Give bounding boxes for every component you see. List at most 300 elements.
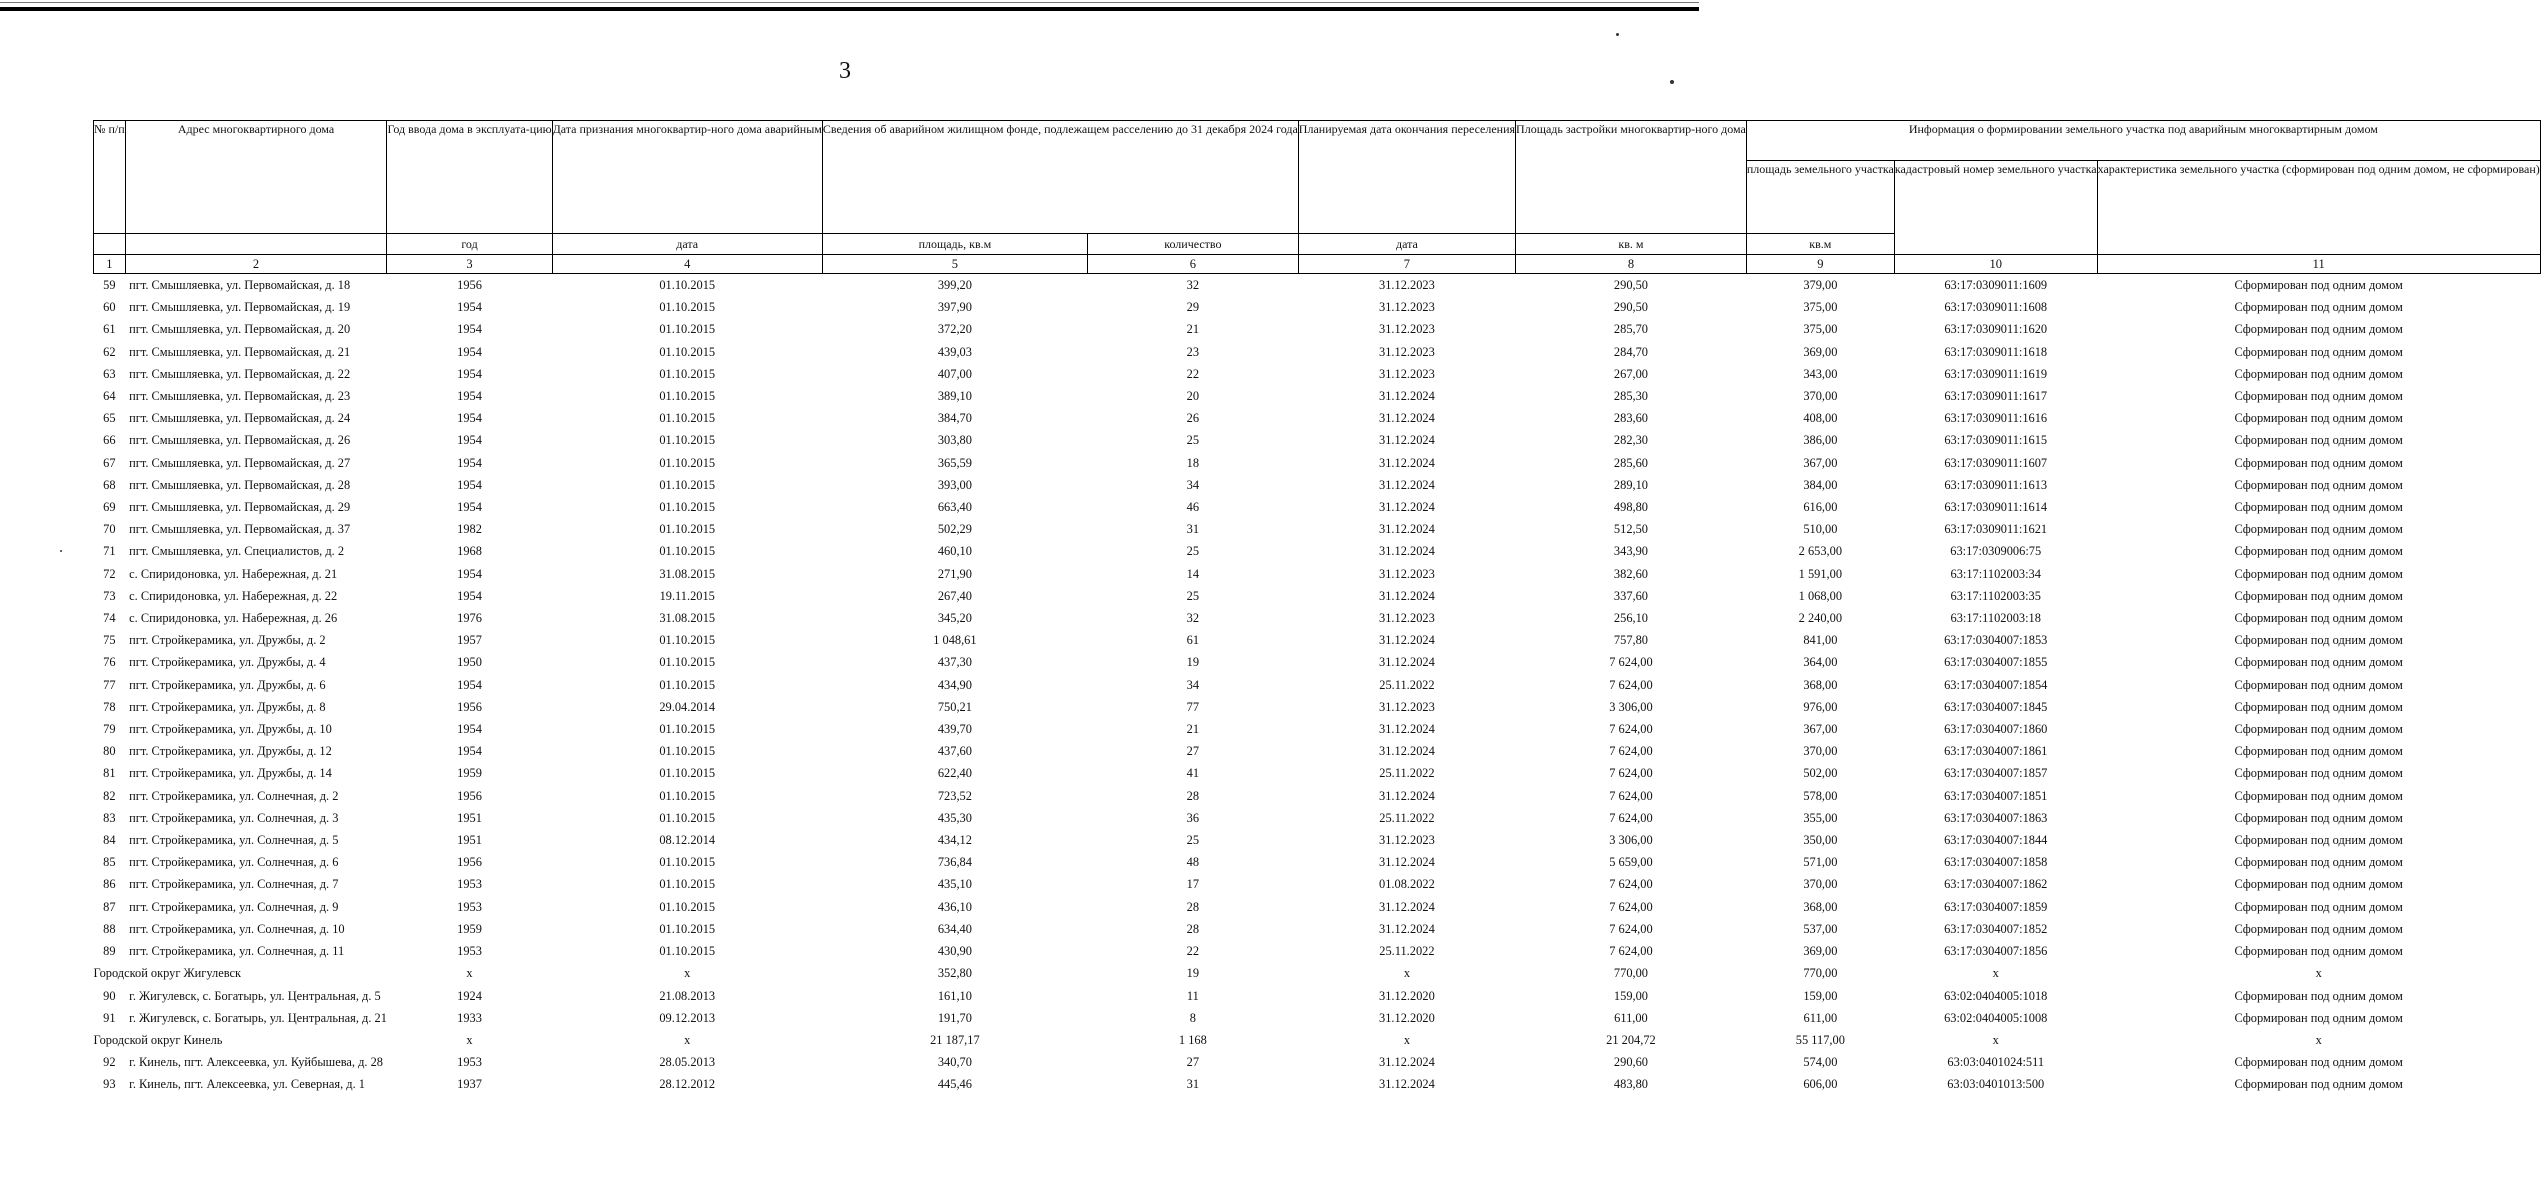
cell-build: 283,60 (1613, 411, 1648, 426)
cell-build: 7 624,00 (1609, 944, 1653, 959)
cell-area: 1 048,61 (933, 633, 977, 648)
cell-cad: 63:02:0404005:1018 (1944, 988, 2048, 1003)
cell-land: 2 653,00 (1798, 544, 1843, 559)
cell-end: 31.12.2023 (1379, 300, 1435, 315)
cell-build: 256,10 (1613, 611, 1648, 626)
cell-land: 370,00 (1803, 389, 1838, 404)
cell-date: 01.10.2015 (659, 500, 716, 515)
cell-land: 616,00 (1803, 500, 1838, 515)
row-number: 66 (103, 433, 116, 448)
row-number: 84 (103, 833, 116, 848)
row-number: 59 (103, 278, 116, 292)
cell-char: Сформирован под одним домом (2234, 944, 2403, 959)
cell-land: 841,00 (1803, 633, 1838, 648)
cell-char: Сформирован под одним домом (2234, 522, 2403, 537)
cell-date: 01.10.2015 (659, 766, 716, 781)
cell-land: 369,00 (1803, 944, 1838, 959)
cell-char: Сформирован под одним домом (2234, 877, 2403, 892)
cell-build: 285,30 (1613, 389, 1648, 404)
cell-area: 723,52 (937, 788, 972, 803)
cell-end: 31.12.2020 (1379, 988, 1435, 1003)
cell-char: Сформирован под одним домом (2234, 633, 2403, 648)
cell-date: 01.10.2015 (659, 788, 716, 803)
cell-area: 434,90 (937, 677, 972, 692)
cell-cad: 63:17:0309011:1613 (1944, 477, 2048, 492)
cell-area: 736,84 (937, 855, 972, 870)
cell-char: Сформирован под одним домом (2234, 278, 2403, 292)
cell-qty: 25 (1186, 833, 1200, 848)
cell-land: 355,00 (1803, 810, 1838, 825)
cell-date: 01.10.2015 (659, 389, 716, 404)
row-number: 74 (103, 611, 116, 626)
cell-year: 1954 (457, 411, 482, 426)
row-address: пгт. Смышляевка, ул. Первомайская, д. 21 (129, 344, 351, 359)
cell-date: 31.08.2015 (659, 611, 716, 626)
scan-speck (1670, 80, 1674, 84)
row-address: пгт. Стройкерамика, ул. Солнечная, д. 2 (129, 788, 339, 803)
col-number: 7 (1298, 255, 1515, 274)
cell-qty: 34 (1186, 677, 1200, 692)
cell-area: 271,90 (937, 566, 972, 581)
cell-year: 1957 (457, 633, 482, 648)
cell-year: 1933 (457, 1010, 482, 1025)
cell-year: 1951 (457, 833, 482, 848)
cell-char: Сформирован под одним домом (2234, 344, 2403, 359)
cell-qty: 48 (1186, 855, 1200, 870)
cell-area: 437,60 (937, 744, 972, 759)
row-number: 72 (103, 566, 116, 581)
row-number: 85 (103, 855, 116, 870)
cell-end: 31.12.2024 (1379, 722, 1435, 737)
row-number: 91 (103, 1010, 116, 1025)
cell-build: 290,50 (1613, 300, 1648, 315)
table-row (94, 851, 2541, 873)
cell-end: 31.12.2023 (1379, 366, 1435, 381)
row-number: 80 (103, 744, 116, 759)
cell-cad: 63:17:0309011:1614 (1944, 500, 2048, 515)
cell-date: 01.10.2015 (659, 433, 716, 448)
cell-cad: 63:17:0304007:1845 (1944, 699, 2048, 714)
cell-date: 01.10.2015 (659, 344, 716, 359)
cell-year: 1954 (457, 677, 482, 692)
table-row (94, 385, 2541, 407)
cell-cad: 63:17:0304007:1856 (1944, 944, 2048, 959)
cell-year: 1959 (457, 766, 482, 781)
col-number: 1 (94, 255, 126, 274)
table-row (94, 718, 2541, 740)
cell-qty: 25 (1186, 588, 1200, 603)
cell-qty: 21 (1186, 322, 1200, 337)
cell-end: 31.12.2020 (1379, 1010, 1435, 1025)
cell-end: 31.12.2024 (1379, 921, 1435, 936)
cell-date: 31.08.2015 (659, 566, 716, 581)
cell-cad: 63:17:0309011:1620 (1944, 322, 2048, 337)
row-address: пгт. Смышляевка, ул. Первомайская, д. 28 (129, 477, 351, 492)
row-number: 61 (103, 322, 116, 337)
cell-cad: 63:17:0309011:1615 (1944, 433, 2048, 448)
cell-char: Сформирован под одним домом (2234, 544, 2403, 559)
row-number: 64 (103, 389, 116, 404)
row-address: пгт. Стройкерамика, ул. Солнечная, д. 6 (129, 855, 339, 870)
cell-year: 1924 (457, 988, 482, 1003)
cell-year: 1954 (457, 722, 482, 737)
cell-land: 606,00 (1803, 1077, 1838, 1092)
cell-date: 01.10.2015 (659, 633, 716, 648)
cell-qty: 31 (1186, 522, 1200, 537)
cell-year: 1954 (457, 433, 482, 448)
cell-qty: 22 (1186, 366, 1200, 381)
row-address: пгт. Стройкерамика, ул. Дружбы, д. 14 (129, 766, 332, 781)
cell-land: 611,00 (1803, 1010, 1838, 1025)
cell-area: 407,00 (937, 366, 972, 381)
cell-end: 31.12.2024 (1379, 855, 1435, 870)
cell-end: 31.12.2023 (1379, 278, 1435, 292)
table-row (94, 674, 2541, 696)
cell-land: 343,00 (1803, 366, 1838, 381)
cell-year: x (466, 966, 473, 981)
table-row (94, 607, 2541, 629)
cell-build: 7 624,00 (1609, 677, 1653, 692)
cell-cad: 63:17:0304007:1851 (1944, 788, 2048, 803)
cell-area: 397,90 (937, 300, 972, 315)
cell-char: Сформирован под одним домом (2234, 322, 2403, 337)
cell-end: 31.12.2024 (1379, 633, 1435, 648)
row-address: с. Спиридоновка, ул. Набережная, д. 22 (129, 588, 338, 603)
cell-year: 1956 (457, 278, 482, 292)
table-row (94, 518, 2541, 540)
row-address: пгт. Смышляевка, ул. Первомайская, д. 20 (129, 322, 351, 337)
cell-cad: 63:17:0309011:1617 (1944, 389, 2048, 404)
cell-cad: 63:03:0401013:500 (1947, 1077, 2045, 1092)
cell-char: Сформирован под одним домом (2234, 921, 2403, 936)
row-number: 78 (103, 699, 116, 714)
table-row (94, 696, 2541, 718)
cell-char: Сформирован под одним домом (2234, 699, 2403, 714)
cell-area: 345,20 (937, 611, 972, 626)
cell-char: Сформирован под одним домом (2234, 366, 2403, 381)
cell-land: 367,00 (1803, 455, 1838, 470)
cell-end: 31.12.2024 (1379, 389, 1435, 404)
cell-build: 498,80 (1613, 500, 1648, 515)
row-address: с. Спиридоновка, ул. Набережная, д. 21 (129, 566, 338, 581)
cell-year: 1956 (457, 699, 482, 714)
header-planned-date: Планируемая дата окончания переселения (1298, 121, 1515, 234)
row-address: пгт. Стройкерамика, ул. Солнечная, д. 5 (129, 833, 339, 848)
row-address: пгт. Стройкерамика, ул. Дружбы, д. 12 (129, 744, 332, 759)
cell-qty: 28 (1186, 899, 1200, 914)
cell-qty: 1 168 (1178, 1032, 1207, 1047)
row-address: г. Кинель, пгт. Алексеевка, ул. Северная, д. 1 (129, 1077, 365, 1092)
unit-cell: количество (1087, 234, 1298, 255)
cell-qty: 26 (1186, 411, 1200, 426)
cell-year: 1954 (457, 588, 482, 603)
header-emergency-fund: Сведения об аварийном жилищном фонде, подлежащем расселению до 31 декабря 2024 года (822, 121, 1298, 234)
cell-year: 1951 (457, 810, 482, 825)
cell-qty: 29 (1186, 300, 1200, 315)
housing-table (93, 120, 2541, 1096)
row-address: пгт. Смышляевка, ул. Первомайская, д. 24 (129, 411, 351, 426)
cell-land: 770,00 (1803, 966, 1838, 981)
table-row (94, 740, 2541, 762)
cell-end: 25.11.2022 (1379, 677, 1435, 692)
cell-year: 1968 (457, 544, 482, 559)
cell-year: x (466, 1032, 473, 1047)
table-row (94, 274, 2541, 297)
cell-qty: 21 (1186, 722, 1200, 737)
cell-area: 399,20 (937, 278, 972, 292)
cell-date: 01.10.2015 (659, 722, 716, 737)
cell-cad: 63:17:0304007:1861 (1944, 744, 2048, 759)
row-number: 70 (103, 522, 116, 537)
col-number: 8 (1516, 255, 1747, 274)
cell-date: 01.10.2015 (659, 944, 716, 959)
cell-cad: 63:17:1102003:18 (1950, 611, 2041, 626)
cell-end: 01.08.2022 (1379, 877, 1435, 892)
cell-end: 31.12.2023 (1379, 566, 1435, 581)
cell-area: 430,90 (937, 944, 972, 959)
table-row (94, 829, 2541, 851)
cell-char: Сформирован под одним домом (2234, 677, 2403, 692)
cell-qty: 28 (1186, 921, 1200, 936)
cell-char: Сформирован под одним домом (2234, 433, 2403, 448)
group-row (94, 1029, 2541, 1051)
col-number: 3 (387, 255, 552, 274)
cell-qty: 19 (1186, 655, 1200, 670)
cell-end: 31.12.2024 (1379, 1055, 1435, 1070)
cell-land: 574,00 (1803, 1055, 1838, 1070)
cell-area: 389,10 (937, 389, 972, 404)
cell-date: 08.12.2014 (659, 833, 716, 848)
cell-qty: 41 (1186, 766, 1200, 781)
cell-year: 1954 (457, 389, 482, 404)
table-row (94, 407, 2541, 429)
col-number: 5 (822, 255, 1087, 274)
row-number: 76 (103, 655, 116, 670)
cell-cad: x (1992, 966, 1999, 981)
cell-land: 408,00 (1803, 411, 1838, 426)
row-number: 86 (103, 877, 116, 892)
cell-date: 01.10.2015 (659, 300, 716, 315)
cell-build: 7 624,00 (1609, 899, 1653, 914)
header-num: № п/п (94, 121, 126, 234)
cell-end: 31.12.2024 (1379, 788, 1435, 803)
cell-cad: 63:17:0309011:1609 (1944, 278, 2048, 292)
cell-area: 460,10 (937, 544, 972, 559)
cell-date: 01.10.2015 (659, 278, 716, 292)
cell-date: 01.10.2015 (659, 411, 716, 426)
cell-cad: 63:17:1102003:35 (1950, 588, 2041, 603)
unit-cell: год (387, 234, 552, 255)
cell-build: 159,00 (1613, 988, 1648, 1003)
cell-area: 267,40 (937, 588, 972, 603)
cell-area: 384,70 (937, 411, 972, 426)
cell-char: Сформирован под одним домом (2234, 899, 2403, 914)
cell-end: 31.12.2024 (1379, 500, 1435, 515)
scan-edge-line (0, 2, 1699, 3)
table-row (94, 985, 2541, 1007)
table-row (94, 873, 2541, 895)
cell-cad: 63:17:0304007:1854 (1944, 677, 2048, 692)
cell-char: Сформирован под одним домом (2234, 788, 2403, 803)
cell-year: 1954 (457, 300, 482, 315)
cell-build: 7 624,00 (1609, 655, 1653, 670)
table-row (94, 651, 2541, 673)
cell-qty: 34 (1186, 477, 1200, 492)
cell-land: 367,00 (1803, 722, 1838, 737)
row-number: 93 (103, 1077, 116, 1092)
unit-cell: кв.м (1746, 234, 1894, 255)
unit-cell: дата (1298, 234, 1515, 255)
cell-area: 663,40 (937, 500, 972, 515)
row-number: 90 (103, 988, 116, 1003)
cell-date: x (684, 966, 691, 981)
cell-year: 1954 (457, 366, 482, 381)
cell-date: 28.12.2012 (659, 1077, 716, 1092)
cell-cad: 63:17:0304007:1853 (1944, 633, 2048, 648)
cell-year: 1953 (457, 899, 482, 914)
cell-char: x (2315, 1032, 2322, 1047)
cell-build: 483,80 (1613, 1077, 1648, 1092)
cell-end: 31.12.2024 (1379, 455, 1435, 470)
cell-qty: 8 (1189, 1010, 1196, 1025)
row-address: пгт. Смышляевка, ул. Первомайская, д. 37 (129, 522, 351, 537)
cell-date: 01.10.2015 (659, 477, 716, 492)
cell-area: 372,20 (937, 322, 972, 337)
col-number: 10 (1894, 255, 2097, 274)
cell-build: 3 306,00 (1609, 833, 1653, 848)
unit-cell: площадь, кв.м (822, 234, 1087, 255)
cell-area: 750,21 (937, 699, 972, 714)
table-row (94, 807, 2541, 829)
cell-end: x (1403, 966, 1411, 981)
row-address: г. Жигулевск, с. Богатырь, ул. Центральная, д. 5 (129, 988, 381, 1003)
cell-build: 285,60 (1613, 455, 1648, 470)
cell-cad: 63:17:0304007:1858 (1944, 855, 2048, 870)
cell-char: Сформирован под одним домом (2234, 855, 2403, 870)
cell-build: 267,00 (1613, 366, 1648, 381)
cell-qty: 61 (1186, 633, 1200, 648)
cell-area: 191,70 (937, 1010, 972, 1025)
cell-land: 2 240,00 (1798, 611, 1843, 626)
cell-cad: 63:17:0304007:1860 (1944, 722, 2048, 737)
cell-cad: 63:17:0309011:1618 (1944, 344, 2048, 359)
cell-land: 55 117,00 (1795, 1032, 1845, 1047)
cell-year: 1950 (457, 655, 482, 670)
cell-area: 352,80 (937, 966, 972, 981)
cell-land: 159,00 (1803, 988, 1838, 1003)
cell-char: Сформирован под одним домом (2234, 722, 2403, 737)
cell-year: 1937 (457, 1077, 482, 1092)
cell-build: 7 624,00 (1609, 744, 1653, 759)
cell-char: Сформирован под одним домом (2234, 988, 2403, 1003)
col-number: 4 (552, 255, 822, 274)
cell-build: 285,70 (1613, 322, 1648, 337)
group-row (94, 962, 2541, 984)
row-number: 89 (103, 944, 116, 959)
cell-land: 1 068,00 (1798, 588, 1843, 603)
cell-land: 370,00 (1803, 877, 1838, 892)
cell-char: Сформирован под одним домом (2234, 411, 2403, 426)
table-row (94, 762, 2541, 784)
cell-end: 31.12.2023 (1379, 611, 1435, 626)
row-number: 63 (103, 366, 116, 381)
cell-qty: 18 (1186, 455, 1200, 470)
cell-char: Сформирован под одним домом (2234, 744, 2403, 759)
cell-qty: 14 (1186, 566, 1200, 581)
cell-end: 25.11.2022 (1379, 810, 1435, 825)
cell-build: 290,60 (1613, 1055, 1648, 1070)
cell-end: 31.12.2023 (1379, 344, 1435, 359)
cell-qty: 19 (1186, 966, 1200, 981)
row-address: пгт. Стройкерамика, ул. Солнечная, д. 9 (129, 899, 339, 914)
row-number: 73 (103, 588, 116, 603)
group-name: Городской округ Кинель (93, 1032, 223, 1047)
cell-cad: 63:17:0309006:75 (1950, 544, 2042, 559)
header-year: Год ввода дома в эксплуата-цию (387, 121, 552, 234)
table-body (94, 274, 2541, 1096)
cell-end: 31.12.2024 (1379, 411, 1435, 426)
table-row (94, 296, 2541, 318)
table-row (94, 585, 2541, 607)
unit-cell: кв. м (1516, 234, 1747, 255)
cell-end: 31.12.2024 (1379, 899, 1435, 914)
cell-year: 1954 (457, 566, 482, 581)
cell-cad: 63:17:0304007:1863 (1944, 810, 2048, 825)
row-number: 62 (103, 344, 116, 359)
table-row (94, 1073, 2541, 1095)
cell-qty: 20 (1186, 389, 1200, 404)
cell-build: 757,80 (1613, 633, 1648, 648)
cell-date: 01.10.2015 (659, 455, 716, 470)
cell-build: 289,10 (1613, 477, 1648, 492)
cell-build: 284,70 (1613, 344, 1648, 359)
cell-area: 435,30 (937, 810, 972, 825)
cell-end: 31.12.2023 (1379, 699, 1435, 714)
cell-year: 1956 (457, 855, 482, 870)
cell-area: 303,80 (937, 433, 972, 448)
cell-end: 31.12.2024 (1379, 655, 1435, 670)
cell-area: 445,46 (937, 1077, 972, 1092)
cell-cad: 63:17:0309011:1621 (1944, 522, 2048, 537)
cell-cad: 63:17:0309011:1619 (1944, 366, 2048, 381)
page-number: 3 (839, 58, 851, 84)
cell-build: 7 624,00 (1609, 722, 1653, 737)
cell-qty: 22 (1186, 944, 1200, 959)
cell-qty: 31 (1186, 1077, 1200, 1092)
cell-char: Сформирован под одним домом (2234, 611, 2403, 626)
col-number: 2 (125, 255, 387, 274)
cell-cad: 63:17:0304007:1855 (1944, 655, 2048, 670)
cell-build: 7 624,00 (1609, 766, 1653, 781)
row-address: пгт. Смышляевка, ул. Первомайская, д. 26 (129, 433, 351, 448)
cell-cad: 63:17:0304007:1862 (1944, 877, 2048, 892)
cell-area: 435,10 (937, 877, 972, 892)
row-number: 67 (103, 455, 116, 470)
table-row (94, 540, 2541, 562)
row-address: пгт. Смышляевка, ул. Первомайская, д. 18 (129, 278, 351, 292)
cell-build: 7 624,00 (1609, 788, 1653, 803)
cell-land: 364,00 (1803, 655, 1838, 670)
unit-cell (125, 234, 387, 255)
row-address: пгт. Смышляевка, ул. Первомайская, д. 27 (129, 455, 351, 470)
cell-char: Сформирован под одним домом (2234, 477, 2403, 492)
row-number: 83 (103, 810, 116, 825)
cell-end: 25.11.2022 (1379, 944, 1435, 959)
cell-cad: 63:17:0304007:1857 (1944, 766, 2048, 781)
cell-date: 01.10.2015 (659, 877, 716, 892)
cell-cad: 63:17:0304007:1859 (1944, 899, 2048, 914)
cell-end: 31.12.2024 (1379, 522, 1435, 537)
